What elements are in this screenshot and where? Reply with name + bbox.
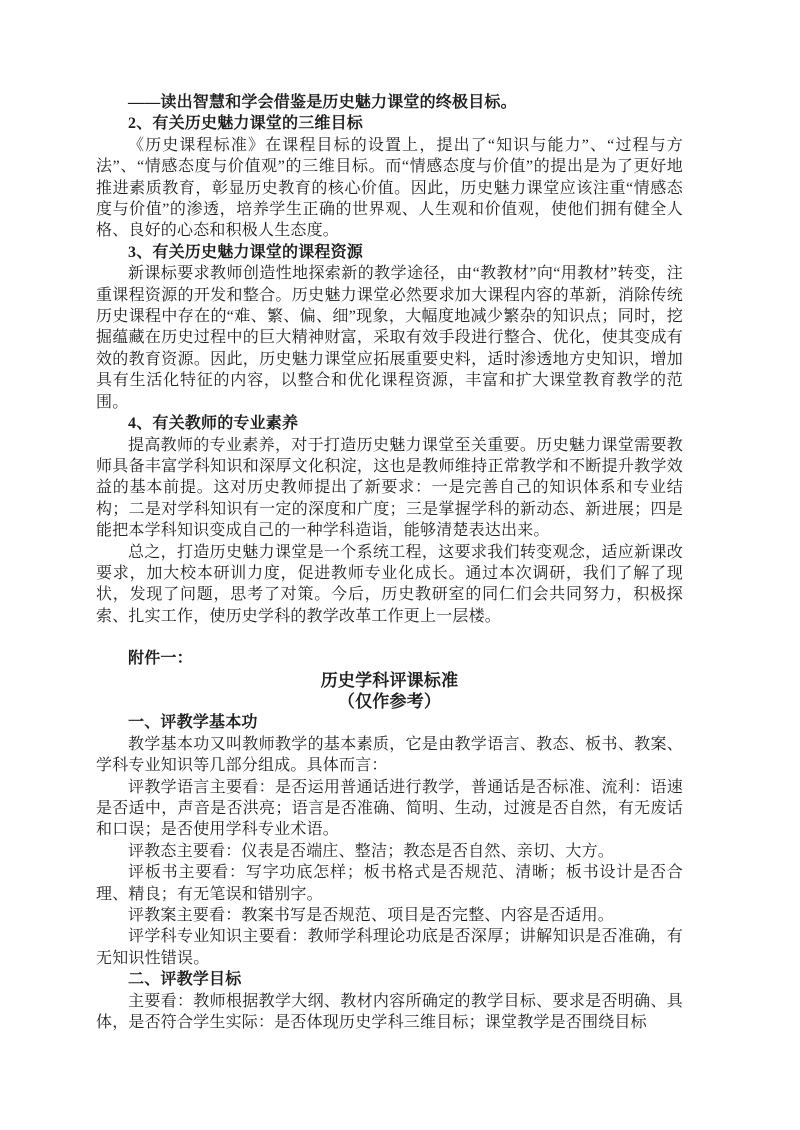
- attachment-label: 附件一：: [128, 650, 193, 668]
- paragraph-curriculum-standard: 《历史课程标准》在课程目标的设置上，提出了“知识与能力”、“过程与方法”、“情感态度与价值观”的三维目标。而“情感态度与价值”的提出是为了更好地推进素质教育，彰显历史教育的核心价值。因此，历史魅力课堂应该注重“情感态度与价值”的渗透，培养学生正确的世界观、人生观和价值观，使他们拥有健全人格、良好的心态和积极人生态度。: [96, 136, 683, 240]
- paragraph-teaching-goals: 主要看：教师根据教学大纲、教材内容所确定的教学目标、要求是否明确、具体，是否符合学生实际：是否体现历史学科三维目标；课堂教学是否围绕目标: [96, 992, 683, 1032]
- criteria-heading-basic-skills: 一、评教学基本功: [128, 714, 258, 732]
- attachment-subtitle: （仅作参考）: [337, 691, 442, 711]
- section-heading-three-dimensional-goals: 2、有关历史魅力课堂的三维目标: [128, 115, 364, 133]
- paragraph-evaluate-subject-knowledge: 评学科专业知识主要看：教师学科理论功底是否深厚；讲解知识是否准确，有无知识性错误。: [96, 928, 683, 967]
- paragraph-conclusion: 总之，打造历史魅力课堂是一个系统工程，这要求我们转变观念，适应新课改要求，加大校本研训力度，促进教师专业化成长。通过本次调研，我们了解了现状，发现了问题，思考了对策。今后，历史教研室的同仁们会共同努力，积极探索、扎实工作，使历史学科的教学改革工作更上一层楼。: [96, 543, 683, 625]
- section-heading-teacher-professionalism: 4、有关教师的专业素养: [128, 415, 299, 433]
- criteria-heading-teaching-goals: 二、评教学目标: [128, 971, 242, 989]
- paragraph-evaluate-blackboard-writing: 评板书主要看：写字功底怎样；板书格式是否规范、清晰；板书设计是否合理、精良；有无笔误和错别字。: [96, 864, 683, 903]
- paragraph-evaluate-demeanor: 评教态主要看：仪表是否端庄、整洁；教态是否自然、亲切、大方。: [128, 842, 615, 860]
- paragraph-course-resources: 新课标要求教师创造性地探索新的教学途径，由“教教材”向“用教材”转变，注重课程资源的开发和整合。历史魅力课堂必然要求加大课程内容的革新，消除传统历史课程中存在的“难、繁、偏、细”现象，大幅度地减少繁杂的知识点；同时，挖掘蕴藏在历史过程中的巨大精神财富，采取有效手段进行整合、优化，使其变成有效的教育资源。因此，历史魅力课堂应拓展重要史料，适时渗透地方史知识，增加具有生活化特征的内容，以整合和优化课程资源，丰富和扩大课堂教育教学的范围。: [96, 265, 683, 411]
- document-body: [96, 92, 683, 1033]
- paragraph-evaluate-lesson-plan: 评教案主要看：教案书写是否规范、项目是否完整、内容是否适用。: [128, 907, 615, 925]
- blank-line-spacer: [96, 627, 683, 648]
- section-heading-course-resources: 3、有关历史魅力课堂的课程资源: [128, 243, 364, 261]
- attachment-title: 历史学科评课标准: [320, 670, 459, 690]
- paragraph-basic-skills-intro: 教学基本功又叫教师教学的基本素质，它是由教学语言、教态、板书、教案、学科专业知识等几部分组成。具体而言：: [96, 735, 683, 775]
- closing-goal-statement: ——读出智慧和学会借鉴是历史魅力课堂的终极目标。: [128, 94, 517, 111]
- paragraph-evaluate-language: 评教学语言主要看：是否运用普通话进行教学，普通话是否标准、流利：语速是否适中，声音是否洪亮；语言是否准确、简明、生动，过渡是否自然，有无废话和口误；是否使用学科专业术语。: [96, 778, 683, 839]
- paragraph-teacher-professionalism: 提高教师的专业素养，对于打造历史魅力课堂至关重要。历史魅力课堂需要教师具备丰富学科知识和深厚文化积淀，这也是教师维持正常教学和不断提升教学效益的基本前提。这对历史教师提出了新要求：一是完善自己的知识体系和专业结构；二是对学科知识有一定的深度和广度；三是掌握学科的新动态、新进展；四是能把本学科知识变成自己的一种学科造诣，能够清楚表达出来。: [96, 436, 683, 540]
